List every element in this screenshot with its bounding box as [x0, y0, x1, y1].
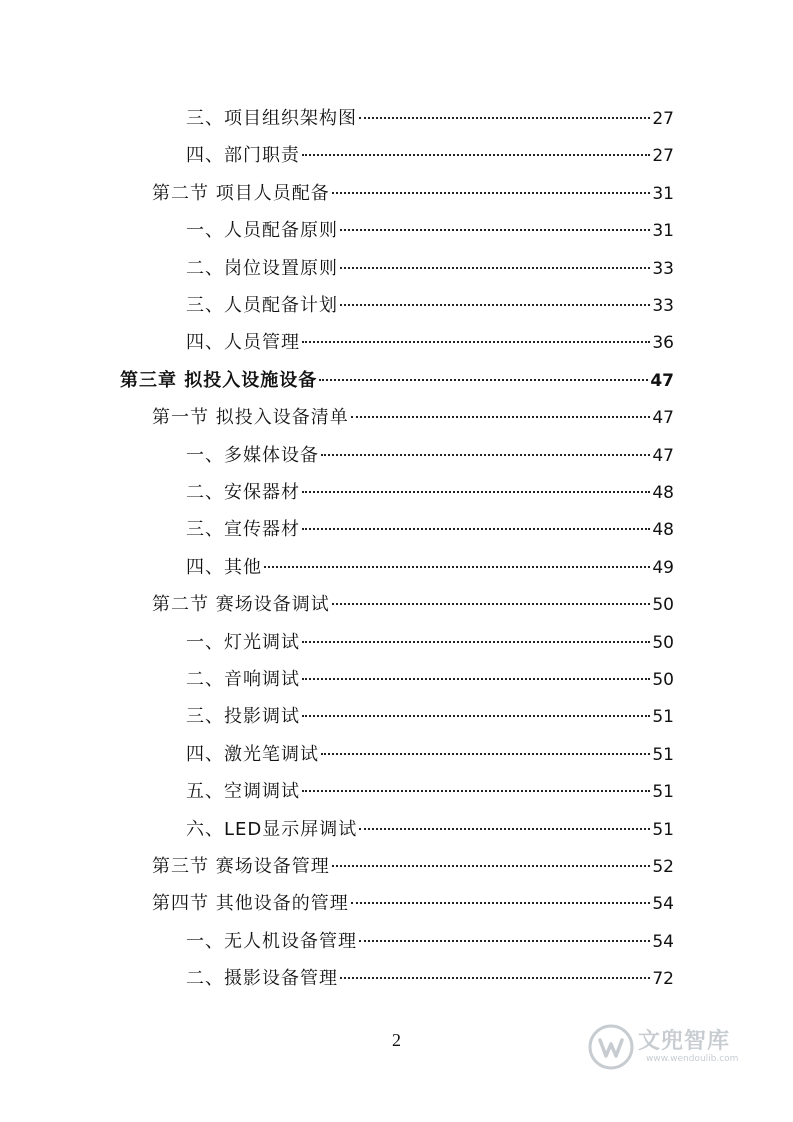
toc-entry-page: 47 — [650, 370, 674, 391]
toc-entry-page: 33 — [652, 296, 674, 316]
toc-entry[interactable] — [186, 661, 674, 698]
toc-dot-leader — [302, 678, 650, 680]
wendou-logo-icon — [588, 1024, 634, 1070]
watermark-name: 文兜智库 — [638, 1029, 731, 1054]
toc-dot-leader — [321, 454, 650, 456]
toc-entry-label: 第四节 其他设备的管理 — [152, 893, 349, 915]
toc-entry-label: 四、部门职责 — [186, 145, 300, 167]
toc-entry-page: 50 — [652, 632, 674, 653]
toc-entry-label: 第三节 赛场设备管理 — [152, 856, 330, 877]
toc-dot-leader — [340, 977, 650, 979]
toc-entry-label: 六、LED显示屏调试 — [186, 818, 358, 840]
toc-dot-leader — [340, 229, 650, 231]
toc-entry[interactable] — [186, 811, 674, 848]
toc-entry-label: 二、岗位设置原则 — [186, 257, 338, 279]
toc-entry[interactable] — [186, 773, 674, 810]
toc-entry[interactable] — [186, 212, 674, 249]
toc-entry[interactable] — [120, 362, 674, 399]
toc-entry-label: 一、灯光调试 — [186, 631, 300, 653]
toc-entry[interactable] — [186, 511, 674, 548]
toc-entry-page: 51 — [652, 819, 674, 840]
toc-entry[interactable] — [152, 399, 674, 436]
toc-entry-page: 72 — [652, 969, 674, 990]
toc-entry-label: 一、无人机设备管理 — [186, 930, 357, 952]
toc-entry-page: 31 — [652, 221, 674, 242]
toc-entry[interactable] — [186, 474, 674, 511]
toc-entry[interactable] — [186, 287, 674, 324]
toc-entry[interactable] — [186, 100, 674, 137]
toc-dot-leader — [302, 641, 650, 643]
toc-entry[interactable] — [152, 586, 674, 623]
toc-dot-leader — [302, 341, 650, 343]
toc-dot-leader — [340, 304, 650, 306]
toc-entry-label: 第三章 拟投入设施设备 — [120, 369, 318, 391]
toc-entry-page: 50 — [652, 670, 674, 690]
toc-entry-page: 52 — [652, 857, 674, 877]
toc-entry[interactable] — [186, 698, 674, 735]
toc-entry[interactable] — [186, 324, 674, 361]
toc-dot-leader — [340, 267, 650, 269]
toc-dot-leader — [359, 828, 650, 830]
toc-dot-leader — [302, 528, 650, 530]
toc-dot-leader — [302, 154, 650, 156]
toc-dot-leader — [351, 416, 651, 418]
toc-entry-label: 三、人员配备计划 — [186, 295, 338, 316]
toc-entry[interactable] — [186, 250, 674, 287]
page-number: 2 — [392, 1030, 401, 1050]
toc-entry-page: 54 — [652, 931, 674, 952]
toc-entry[interactable] — [186, 923, 674, 960]
toc-entry-label: 二、音响调试 — [186, 669, 300, 690]
toc-dot-leader — [302, 715, 650, 717]
toc-entry-page: 49 — [652, 557, 674, 578]
toc-dot-leader — [351, 902, 651, 904]
toc-dot-leader — [264, 566, 650, 568]
toc-entry-label: 三、宣传器材 — [186, 519, 300, 541]
toc-entry-page: 27 — [652, 109, 674, 129]
toc-entry-page: 48 — [652, 520, 674, 541]
toc-entry[interactable] — [186, 624, 674, 661]
toc-dot-leader — [332, 603, 651, 605]
toc-dot-leader — [359, 940, 650, 942]
toc-entry-label: 一、多媒体设备 — [186, 444, 319, 466]
toc-entry-page: 51 — [652, 707, 674, 728]
toc-dot-leader — [319, 379, 648, 381]
toc-entry[interactable] — [152, 175, 674, 212]
toc-dot-leader — [332, 192, 651, 194]
toc-dot-leader — [321, 753, 650, 755]
watermark — [588, 1020, 763, 1080]
toc-entry-page: 33 — [652, 258, 674, 279]
toc-dot-leader — [359, 117, 650, 119]
toc-entry[interactable] — [186, 137, 674, 174]
toc-entry-label: 四、激光笔调试 — [186, 743, 319, 765]
toc-entry[interactable] — [186, 960, 674, 997]
toc-entry-page: 47 — [652, 445, 674, 466]
toc-entry-label: 第二节 赛场设备调试 — [152, 594, 330, 616]
toc-entry[interactable] — [186, 437, 674, 474]
toc-entry-label: 三、项目组织架构图 — [186, 108, 357, 129]
toc-entry-label: 第一节 拟投入设备清单 — [152, 407, 349, 429]
toc-dot-leader — [302, 491, 650, 493]
toc-entry-page: 48 — [652, 483, 674, 503]
toc-entry-page: 31 — [652, 183, 674, 204]
watermark-url: www.wendoulib.com — [646, 1054, 739, 1064]
toc-entry-label: 一、人员配备原则 — [186, 220, 338, 242]
toc-entry-label: 四、其他 — [186, 556, 262, 578]
toc-entry-page: 47 — [652, 408, 674, 429]
toc-entry-page: 54 — [652, 894, 674, 915]
toc-entry-label: 二、摄影设备管理 — [186, 968, 338, 990]
toc-dot-leader — [302, 790, 650, 792]
toc-entry-label: 四、人员管理 — [186, 332, 300, 354]
toc-entry-label: 三、投影调试 — [186, 706, 300, 728]
toc-entry-page: 50 — [652, 595, 674, 616]
toc-entry[interactable] — [186, 736, 674, 773]
toc-entry-page: 51 — [652, 744, 674, 765]
toc-entry[interactable] — [152, 848, 674, 885]
toc-entry-label: 第二节 项目人员配备 — [152, 182, 330, 204]
toc-entry-label: 二、安保器材 — [186, 482, 300, 503]
toc-entry-page: 51 — [652, 782, 674, 803]
toc-entry-label: 五、空调调试 — [186, 781, 300, 803]
toc-entry[interactable] — [152, 885, 674, 922]
toc-dot-leader — [332, 865, 651, 867]
toc-entry[interactable] — [186, 549, 674, 586]
toc-entry-page: 27 — [652, 146, 674, 167]
toc-entry-page: 36 — [652, 333, 674, 354]
